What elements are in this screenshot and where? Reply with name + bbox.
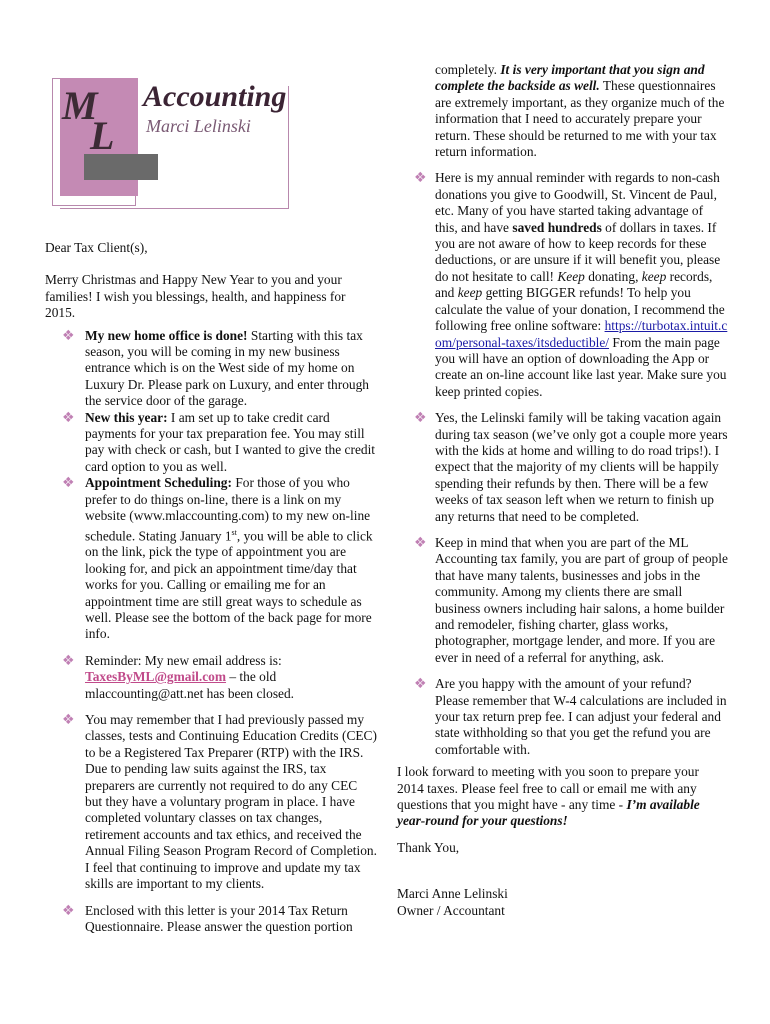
diamond-bullet-icon: ❖: [62, 712, 75, 729]
bullet-heading: New this year:: [85, 409, 168, 425]
bullet-vacation: [397, 410, 729, 525]
signature-name: Marci Anne Lelinski: [397, 886, 508, 902]
bullet-text: I am set up to take credit card payments for your tax preparation fee. You may still pay with check or cash, but I wanted to give the credit card option to you as well.: [85, 409, 376, 474]
company-logo: [52, 78, 302, 208]
bullet-questionnaire: [45, 903, 377, 936]
bullet-text: completely.: [435, 62, 501, 77]
diamond-bullet-icon: ❖: [414, 676, 427, 693]
logo-company-name: Accounting: [143, 80, 287, 113]
bullet-text: You may remember that I had previously passed my classes, tests and Continuing Education Credits (CEC) to be a Registered Tax Preparer (RTP) with the IRS. Due to pending law suits against the IRS, tax preparers are currently not required to do any CEC but they have a voluntary program in place. I have completed voluntary classes on tax changes, retirement accounts and tax ethics, and received the Annual Filing Season Program Record of Completion. I feel that continuing to improve and update my tax skills are important to my clients.: [85, 712, 377, 892]
ordinal-suffix: st: [231, 527, 237, 537]
diamond-bullet-icon: ❖: [414, 534, 427, 551]
bullet-appointment-scheduling: [45, 475, 377, 643]
bullet-questionnaire-continued: [397, 62, 729, 160]
diamond-bullet-icon: ❖: [414, 170, 427, 187]
bullet-text: Keep in mind that when you are part of the ML Accounting tax family, you are part of group of people that have many talents, businesses and jobs in the community. Among my clients there are small business owners including hair salons, a home builder and remodeler, fishing charter, glass works, photographer, mortgage lender, and more. If you are ever in need of a referral for anything, ask.: [435, 534, 728, 665]
salutation: Dear Tax Client(s),: [45, 240, 148, 255]
bullet-donations: [397, 170, 729, 400]
bullet-text: records, and: [435, 268, 713, 301]
bullet-text: From the main page you will have an option of downloading the App or create an on-line account like last year. Make sure you keep printed copies.: [435, 334, 727, 399]
bullet-text: getting BIGGER refunds! To help you calculate the value of your donation, I recommend the following free online software:: [435, 285, 725, 334]
bullet-text: Enclosed with this letter is your 2014 Tax Return Questionnaire. Please answer the question portion: [85, 902, 353, 934]
bullet-text: – the old mlaccounting@att.net has been closed.: [85, 669, 295, 701]
bullet-text: Reminder: My new email address is:: [85, 652, 282, 668]
bullet-withholding: [397, 676, 729, 758]
logo-initial-m: M: [62, 83, 98, 128]
turbotax-link[interactable]: https://turbotax.intuit.com/personal-taxes/itsdeductible/: [435, 318, 728, 350]
bullet-email-reminder: [45, 653, 377, 702]
diamond-bullet-icon: ❖: [414, 410, 427, 427]
bullet-heading: Appointment Scheduling:: [85, 475, 232, 491]
bullet-text: of dollars in taxes. If you are not aware of how to keep records for these deductions, or are unsure if it will benefit you, please do not hesitate to call!: [435, 219, 721, 284]
greeting-paragraph: Merry Christmas and Happy New Year to you and your families! I wish you blessings, health, and happiness for 2015.: [45, 272, 346, 321]
closing-paragraph: [397, 764, 729, 830]
diamond-bullet-icon: ❖: [62, 902, 75, 919]
diamond-bullet-icon: ❖: [62, 409, 75, 426]
bullet-text: For those of you who prefer to do things on-line, there is a link on my website (www.mlaccounting.com) to my new on-line schedule. Stating January 1: [85, 475, 371, 543]
sign-off: Thank You,: [397, 839, 460, 855]
italic-text: keep: [641, 268, 667, 284]
diamond-bullet-icon: ❖: [62, 475, 75, 492]
logo-initial-l: L: [90, 113, 115, 158]
italic-text: keep: [457, 285, 483, 301]
bullet-referrals: [397, 535, 729, 666]
bold-text: saved hundreds: [512, 219, 602, 235]
bullet-text: These questionnaires are extremely important, as they organize much of the information that I need to accurately prepare your return. These should be returned to me with your tax return information.: [435, 78, 725, 160]
bullet-text: , you will be able to click on the link, pick the type of appointment you are looking for, and pick an appointment time/day that works for you. Calling or emailing me for an appointment time are still great ways to schedule as well. Please see the bottom of the back page for more info.: [85, 527, 373, 642]
italic-text: Keep: [557, 268, 585, 284]
emphasis-text: It is very important that you sign and complete the backside as well.: [435, 62, 705, 94]
letter-right-column: [397, 62, 729, 919]
bullet-credit-card: [45, 410, 377, 476]
bullet-heading: My new home office is done!: [85, 327, 248, 343]
diamond-bullet-icon: ❖: [62, 652, 75, 669]
closing-text: I look forward to meeting with you soon to prepare your 2014 taxes. Please feel free to call or email me with any questions that you might have - any time -: [397, 764, 699, 813]
bullet-text: Yes, the Lelinski family will be taking vacation again during tax season (we’ve only got a couple more years with the kids at home and willing to do road trips!). I expect that the majority of my clients will be happily spending their refunds by then. There will be a few weeks of tax season left when we return to finish up any returns that need to be completed.: [435, 410, 728, 524]
letter-left-column: [45, 240, 377, 935]
bullet-text: Here is my annual reminder with regards to non-cash donations you give to Goodwill, St. Vincent de Paul, etc. Many of you have started taking advantage of this, and have: [435, 170, 720, 235]
bullet-text: donating,: [584, 268, 642, 284]
bullet-home-office: [45, 328, 377, 410]
bullet-text: Starting with this tax season, you will be coming in my new business entrance which is on the West side of my home on Luxury Dr. Please park on Luxury, and enter through the service door of the garage.: [85, 327, 369, 409]
email-link[interactable]: TaxesByML@gmail.com: [85, 669, 227, 685]
bullet-text: Are you happy with the amount of your refund? Please remember that W-4 calculations are included in your tax return prep fee. I can adjust your federal and state withholding so that you get the refund you are comfortable with.: [435, 676, 727, 757]
logo-owner-name: Marci Lelinski: [146, 116, 251, 136]
diamond-bullet-icon: ❖: [62, 327, 75, 344]
closing-emphasis: I’m available year-round for your questions!: [397, 797, 700, 829]
bullet-continuing-education: [45, 712, 377, 892]
signature-title: Owner / Accountant: [397, 902, 505, 918]
